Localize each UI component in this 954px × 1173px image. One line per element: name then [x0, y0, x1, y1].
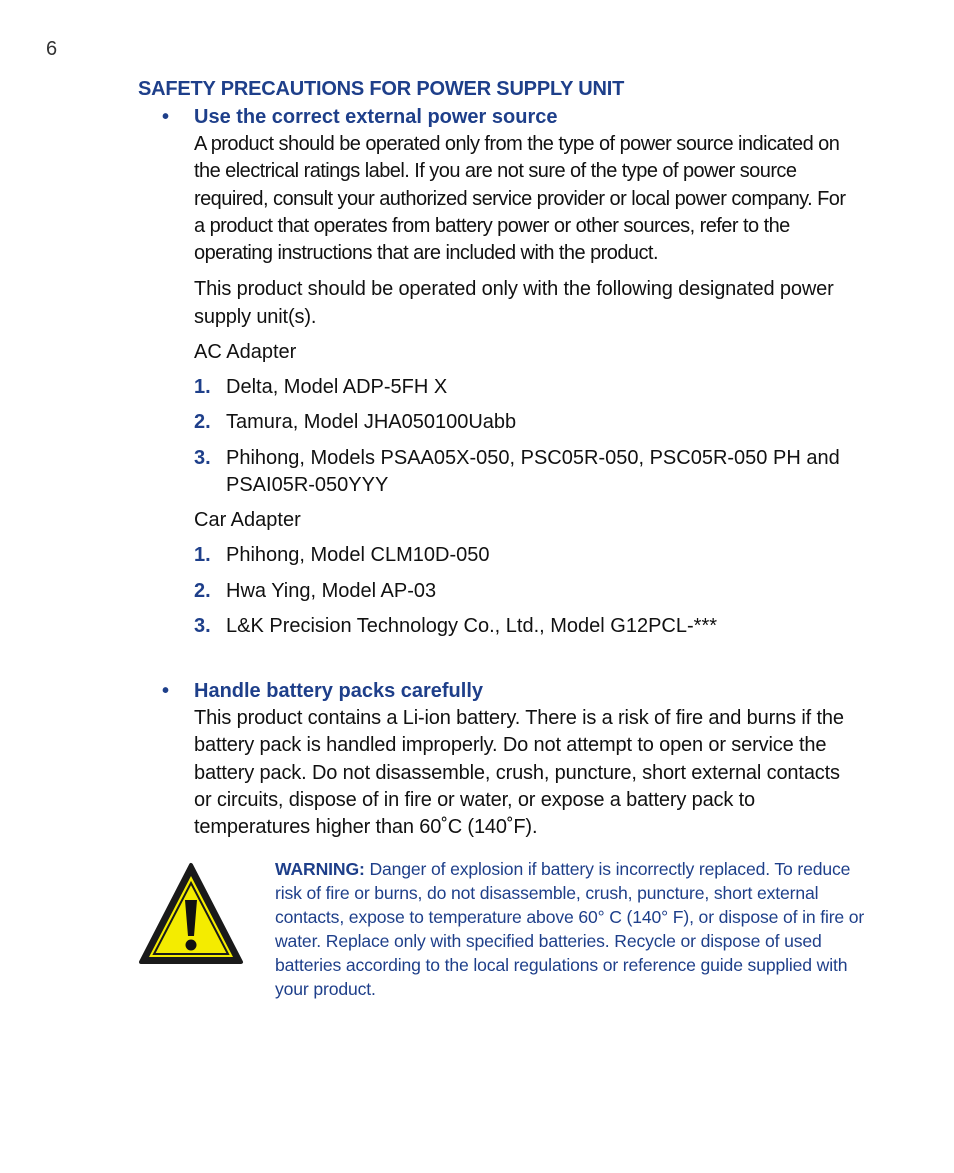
- list-item-text: Delta, Model ADP-5FH X: [226, 376, 448, 399]
- list-item: [194, 409, 860, 436]
- warning-triangle-icon: [138, 862, 244, 966]
- list-number: 2.: [194, 579, 211, 602]
- list-item-text: Tamura, Model JHA050100Uabb: [226, 411, 517, 434]
- power-source-paragraph: A product should be operated only from the type of power source indicated on the electrical ratings label. If you are not sure of the type of power source required, consult your authorized service provider or local power company. For a product that operates from battery power or other sources, refer to the operating instructions that are included with the product.: [194, 133, 846, 265]
- designated-psu-paragraph: This product should be operated only with the following designated power supply unit(s).: [194, 278, 834, 328]
- warning-label: WARNING:: [275, 859, 365, 879]
- list-item: [194, 578, 860, 605]
- list-item: [194, 445, 860, 500]
- bullet-icon: •: [162, 106, 170, 128]
- power-source-section: [160, 104, 860, 640]
- battery-heading: Handle battery packs carefully: [194, 680, 484, 702]
- battery-section: [160, 678, 860, 841]
- list-number: 3.: [194, 446, 211, 469]
- ac-adapter-label: AC Adapter: [194, 341, 297, 364]
- list-item-text: L&K Precision Technology Co., Ltd., Model G12PCL-***: [226, 614, 718, 637]
- power-source-heading-row: [160, 104, 860, 131]
- warning-body: Danger of explosion if battery is incorrectly replaced. To reduce risk of fire or burns, do not disassemble, crush, puncture, short external contacts, expose to temperature above 60° C (140° F), or dispose of in fire or water. Replace only with specified batteries. Recycle or dispose of used batteries according to the local regulations or reference guide supplied with your product.: [275, 859, 865, 999]
- list-number: 1.: [194, 376, 211, 399]
- power-source-heading: Use the correct external power source: [194, 106, 558, 128]
- list-item: [194, 374, 860, 401]
- list-number: 1.: [194, 544, 211, 567]
- list-number: 2.: [194, 411, 211, 434]
- ac-adapter-list: [194, 374, 860, 499]
- page-number: 6: [46, 38, 58, 60]
- battery-heading-row: [160, 678, 860, 705]
- warning-note: [275, 857, 865, 1001]
- list-item-text: Hwa Ying, Model AP-03: [226, 579, 437, 602]
- battery-paragraph: This product contains a Li-ion battery. There is a risk of fire and burns if the battery pack is handled improperly. Do not attempt to open or service the battery pack. Do not disassemble, crush, puncture, short external contacts or circuits, dispose of in fire or water, or expose a battery pack to temperatures higher than 60˚C (140˚F).: [194, 707, 844, 839]
- list-item: [194, 613, 860, 640]
- car-adapter-label: Car Adapter: [194, 509, 301, 532]
- car-adapter-list: [194, 542, 860, 640]
- list-item-text: Phihong, Model CLM10D-050: [226, 544, 490, 567]
- list-item: [194, 542, 860, 569]
- section-title: SAFETY PRECAUTIONS FOR POWER SUPPLY UNIT: [138, 78, 625, 100]
- bullet-icon: •: [162, 680, 170, 702]
- list-item-text: Phihong, Models PSAA05X-050, PSC05R-050, PSC05R-050 PH and PSAI05R-050YYY: [226, 446, 840, 496]
- list-number: 3.: [194, 614, 211, 637]
